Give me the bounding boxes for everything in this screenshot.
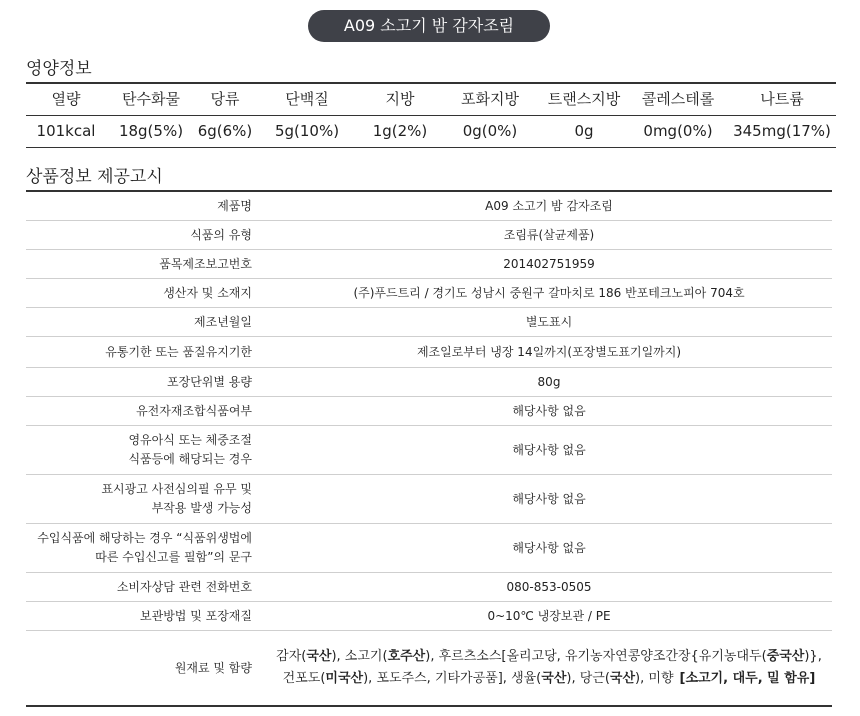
info-value: 조림류(살균제품) [503, 227, 595, 242]
info-value: 별도표시 [525, 314, 573, 329]
product-name-badge: A09 소고기 밤 감자조림 [308, 10, 550, 42]
info-row [26, 475, 832, 524]
origin-country: 미국산 [325, 671, 364, 686]
ingredient-text: ), 소고기( [331, 649, 388, 664]
info-row [26, 221, 832, 250]
info-row [26, 250, 832, 279]
product-info-table [26, 190, 832, 707]
ingredients-line [276, 646, 822, 668]
ingredient-text: ), 후르츠소스[올리고당, 유기농자연콩양조간장{유기농대두( [425, 649, 767, 664]
info-value: 해당사항 없음 [512, 540, 586, 555]
info-label-line: 부작용 발생 가능성 [151, 501, 252, 515]
ingredient-text: 감자( [276, 649, 307, 664]
nutrition-header-cell: 콜레스테롤 [641, 90, 715, 108]
nutrition-header-cell: 열량 [51, 90, 81, 108]
info-label: 품목제조보고번호 [159, 256, 252, 271]
ingredient-text: )}, [804, 649, 822, 664]
info-value: 80g [537, 374, 561, 389]
info-value: 제조일로부터 냉장 14일까지(포장별도표기일까지) [416, 344, 682, 359]
nutrition-header-row [26, 84, 836, 116]
info-label [26, 524, 266, 572]
info-label: 포장단위별 용량 [167, 374, 252, 389]
ingredient-text: ), 미향 [635, 671, 674, 686]
nutrition-value-row [26, 116, 836, 147]
info-label-line: 표시광고 사전심의필 유무 및 [101, 482, 252, 496]
info-value: (주)푸드트리 / 경기도 성남시 중원구 갈마치로 186 반포테크노피아 704호 [353, 285, 745, 300]
allergy-notice: [소고기, 대두, 밀 함유] [679, 671, 816, 686]
info-value: 080-853-0505 [506, 579, 592, 594]
info-label [26, 475, 266, 523]
info-label [26, 426, 266, 474]
info-row [26, 368, 832, 397]
nutrition-title: 영양정보 [26, 59, 92, 79]
info-label: 제품명 [217, 198, 252, 213]
info-row [26, 397, 832, 426]
info-value: 해당사항 없음 [512, 491, 586, 506]
nutrition-value-cell: 0mg(0%) [643, 122, 713, 140]
info-label: 유전자재조합식품여부 [136, 403, 252, 418]
info-value: 해당사항 없음 [512, 442, 586, 457]
ingredient-text: ), 당근( [566, 671, 610, 686]
info-label: 제조년월일 [194, 314, 252, 329]
info-row-ingredients [26, 631, 832, 705]
info-row [26, 192, 832, 221]
info-label: 소비자상담 관련 전화번호 [116, 579, 252, 594]
ingredients-value [266, 631, 832, 705]
ingredient-text: ), 포도주스, 기타가공품], 생율( [363, 671, 542, 686]
info-row [26, 573, 832, 602]
origin-country: 호주산 [387, 649, 426, 664]
nutrition-value-cell: 0g(0%) [462, 122, 518, 140]
info-label: 생산자 및 소재지 [163, 285, 252, 300]
info-value: A09 소고기 밤 감자조림 [485, 198, 613, 213]
origin-country: 국산 [609, 671, 636, 686]
nutrition-table [26, 82, 836, 148]
ingredients-line [276, 668, 822, 690]
info-label: 원재료 및 함량 [174, 660, 252, 675]
nutrition-header-cell: 지방 [385, 90, 415, 108]
info-label-line: 영유아식 또는 체중조절 [128, 433, 252, 447]
info-row [26, 337, 832, 368]
origin-country: 중국산 [766, 649, 805, 664]
nutrition-value-cell: 18g(5%) [118, 122, 184, 140]
origin-country: 국산 [541, 671, 567, 686]
product-info-title: 상품정보 제공고시 [26, 167, 163, 187]
nutrition-header-cell: 트랜스지방 [547, 90, 621, 108]
nutrition-header-cell: 당류 [210, 90, 240, 108]
nutrition-header-cell: 나트륨 [760, 90, 804, 108]
origin-country: 국산 [306, 649, 332, 664]
info-row [26, 426, 832, 475]
nutrition-value-cell: 6g(6%) [197, 122, 253, 140]
info-row [26, 524, 832, 573]
info-row [26, 279, 832, 308]
info-label: 보관방법 및 포장재질 [140, 608, 252, 623]
nutrition-value-cell: 5g(10%) [274, 122, 340, 140]
nutrition-value-cell: 0g [574, 122, 594, 140]
info-value: 해당사항 없음 [512, 403, 586, 418]
info-label-line: 수입식품에 해당하는 경우 “식품위생법에 [37, 531, 252, 545]
nutrition-value-cell: 1g(2%) [372, 122, 428, 140]
nutrition-header-cell: 단백질 [285, 90, 329, 108]
nutrition-value-cell: 345mg(17%) [733, 122, 831, 140]
info-label: 유통기한 또는 품질유지기한 [105, 344, 252, 359]
info-label-line: 식품등에 해당되는 경우 [128, 452, 252, 466]
ingredient-text: 건포도( [282, 671, 326, 686]
info-label-line: 따른 수입신고를 필함”의 문구 [95, 550, 252, 564]
info-value: 201402751959 [503, 256, 595, 271]
info-row [26, 308, 832, 337]
info-value: 0~10℃ 냉장보관 / PE [487, 608, 611, 623]
nutrition-header-cell: 탄수화물 [122, 90, 180, 108]
nutrition-header-cell: 포화지방 [461, 90, 519, 108]
info-label: 식품의 유형 [190, 227, 252, 242]
nutrition-value-cell: 101kcal [36, 122, 96, 140]
info-row [26, 602, 832, 631]
